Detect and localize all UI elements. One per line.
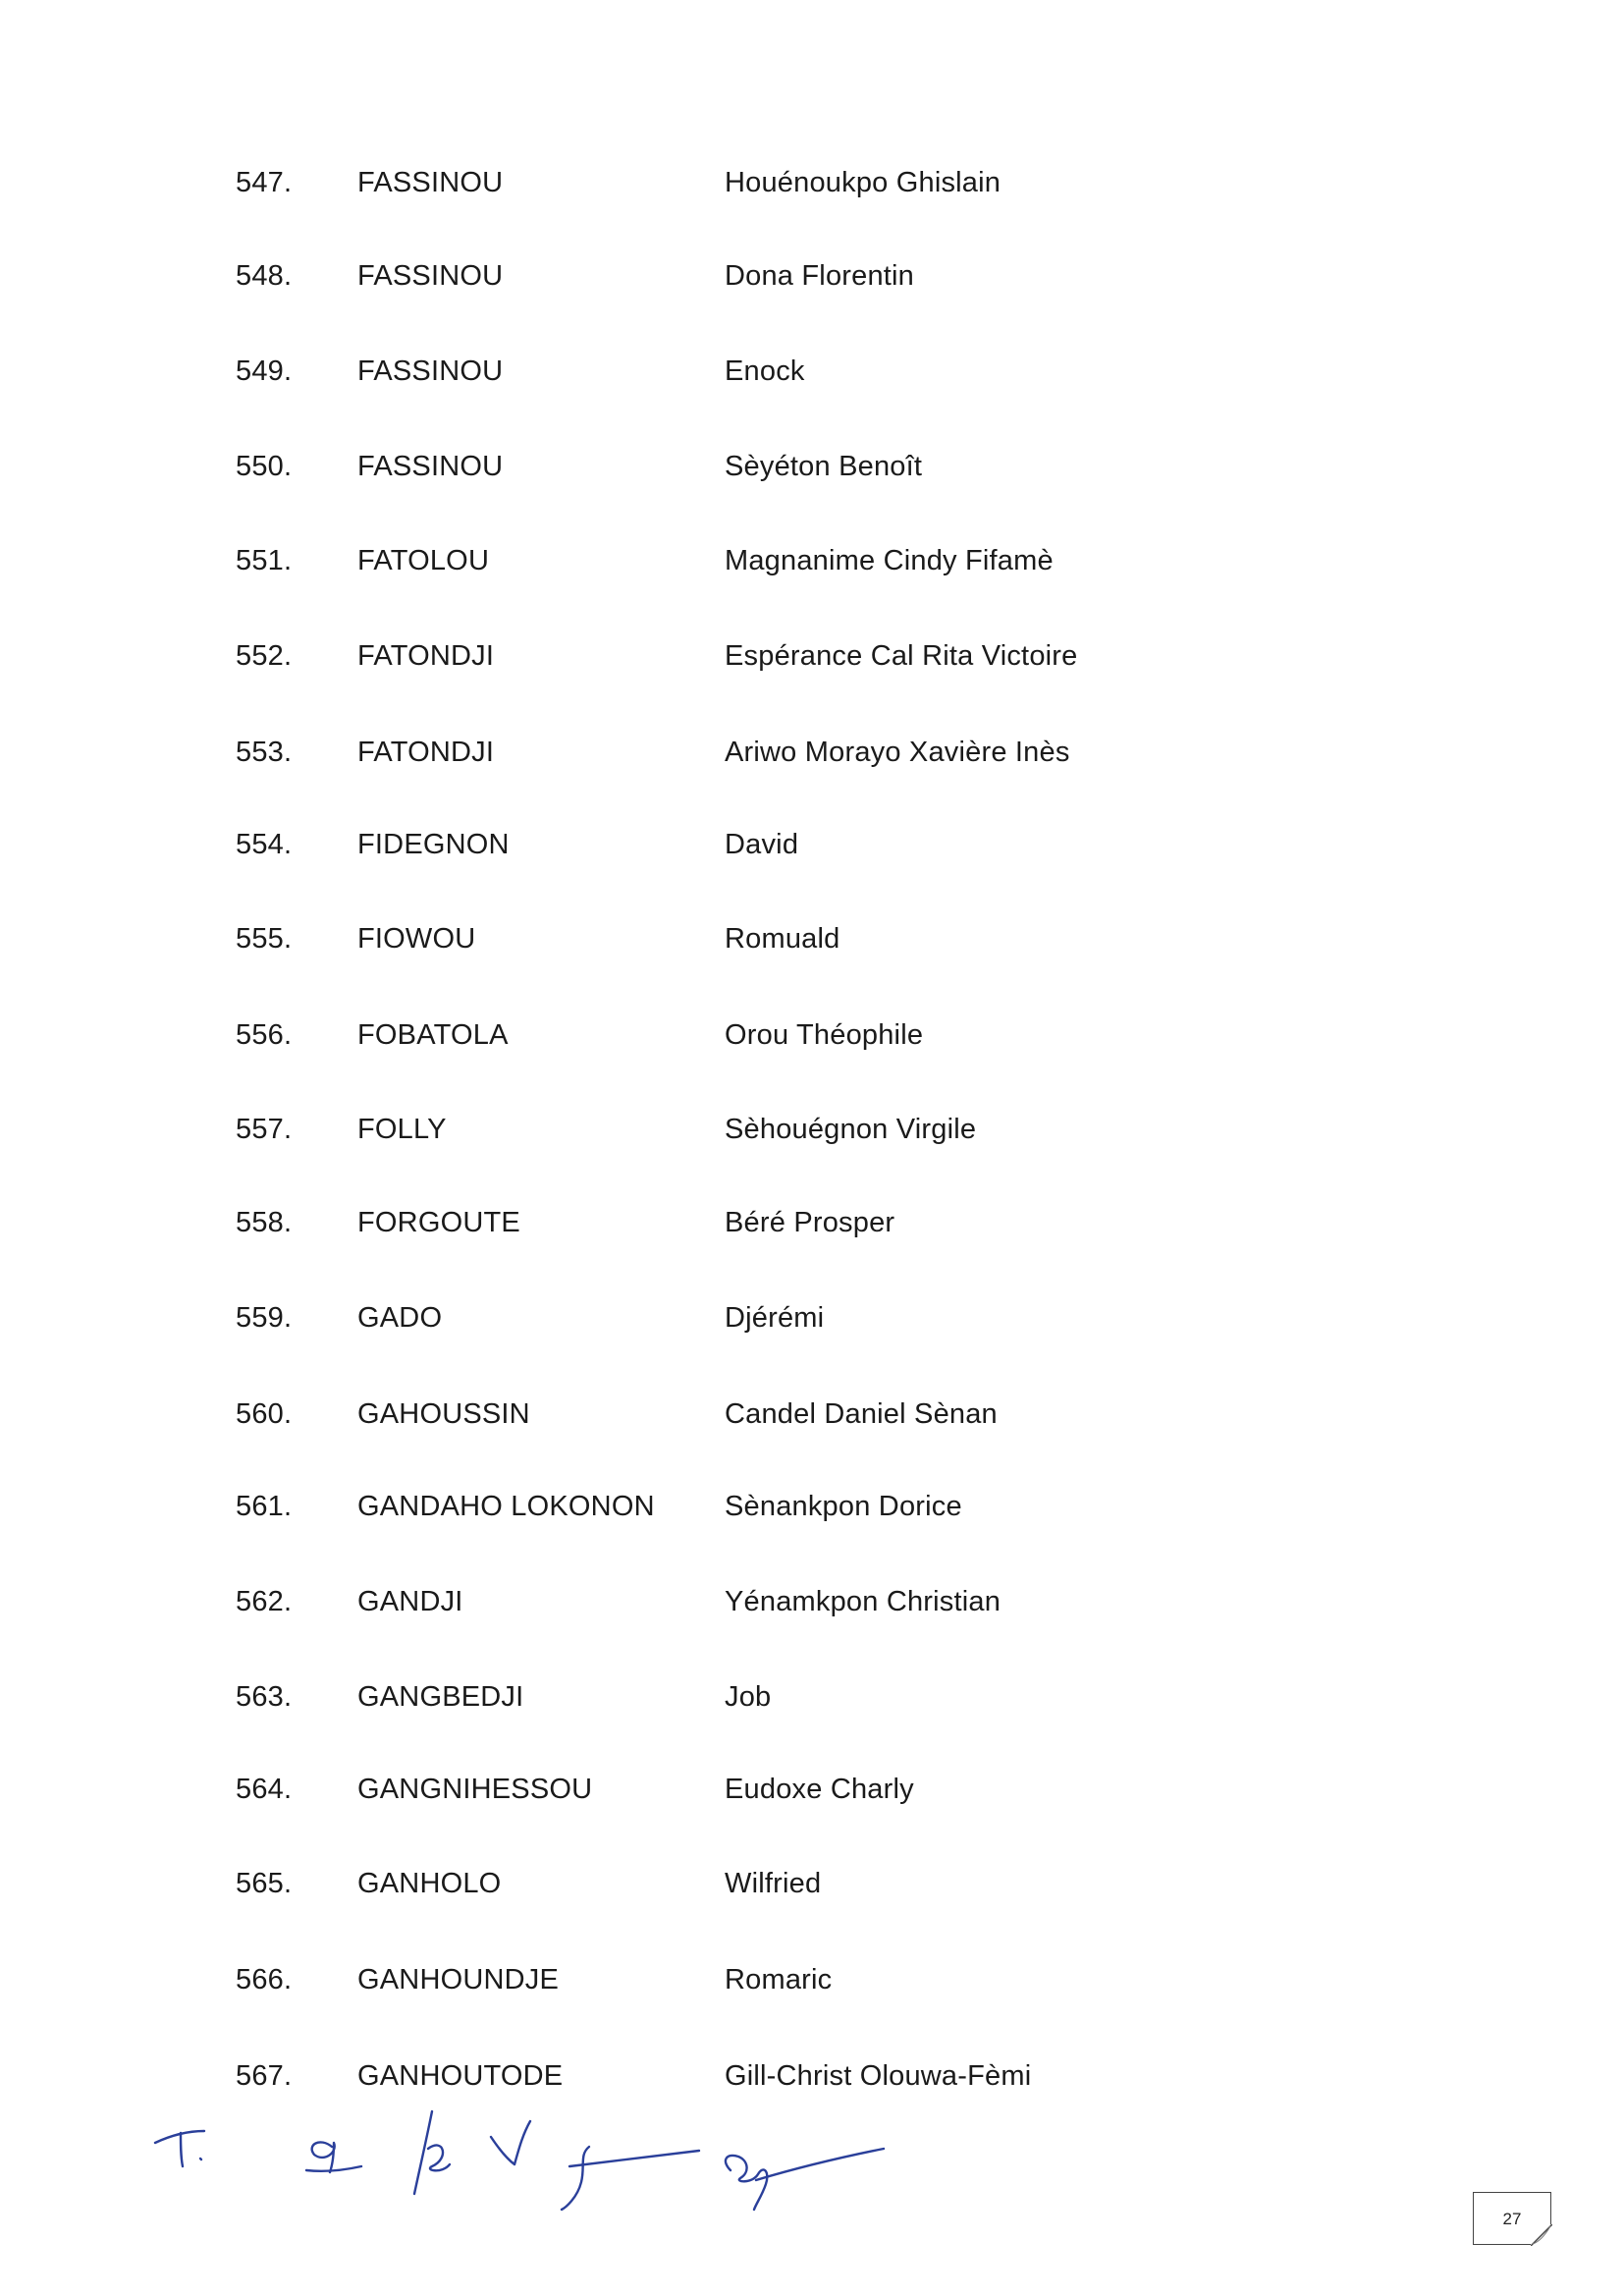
list-item xyxy=(0,1393,1624,1436)
entry-number: 560. xyxy=(236,1398,293,1430)
entry-surname: FOBATOLA xyxy=(357,1019,509,1051)
entry-surname: FIDEGNON xyxy=(357,829,510,860)
entry-surname: FASSINOU xyxy=(357,260,504,292)
entry-number: 558. xyxy=(236,1207,293,1238)
entry-number: 547. xyxy=(236,167,293,198)
entry-number: 562. xyxy=(236,1586,293,1617)
list-item xyxy=(0,2054,1624,2098)
entry-surname: GANDAHO LOKONON xyxy=(357,1491,655,1522)
entry-surname: FASSINOU xyxy=(357,167,504,198)
entry-number: 553. xyxy=(236,737,293,768)
entry-number: 548. xyxy=(236,260,293,292)
entry-given-names: Wilfried xyxy=(725,1868,822,1899)
entry-given-names: Romaric xyxy=(725,1964,833,1995)
entry-number: 564. xyxy=(236,1774,293,1805)
entry-surname: FOLLY xyxy=(357,1114,447,1145)
list-item xyxy=(0,634,1624,678)
initial-mark-6 xyxy=(726,2156,767,2210)
list-item xyxy=(0,1201,1624,1244)
list-item xyxy=(0,1296,1624,1339)
initial-mark-2 xyxy=(312,2142,335,2172)
entry-given-names: Orou Théophile xyxy=(725,1019,924,1051)
entry-given-names: Espérance Cal Rita Victoire xyxy=(725,640,1078,672)
entry-given-names: Enock xyxy=(725,355,805,387)
page-number-box xyxy=(1473,2192,1551,2245)
entry-number: 552. xyxy=(236,640,293,672)
entry-given-names: Sènankpon Dorice xyxy=(725,1491,962,1522)
initial-mark-2-line xyxy=(306,2166,361,2171)
entry-given-names: Houénoukpo Ghislain xyxy=(725,167,1001,198)
entry-given-names: Gill-Christ Olouwa-Fèmi xyxy=(725,2060,1032,2092)
entry-surname: GADO xyxy=(357,1302,443,1334)
entry-given-names: Sèhouégnon Virgile xyxy=(725,1114,977,1145)
entry-number: 566. xyxy=(236,1964,293,1995)
entry-surname: GANGBEDJI xyxy=(357,1681,524,1713)
initial-mark-3-loop xyxy=(428,2145,450,2170)
entry-given-names: Job xyxy=(725,1681,772,1713)
list-item xyxy=(0,1862,1624,1905)
entry-given-names: Sèyéton Benoît xyxy=(725,451,923,482)
entry-surname: FATOLOU xyxy=(357,545,490,576)
entry-surname: FATONDJI xyxy=(357,640,495,672)
entry-surname: FIOWOU xyxy=(357,923,476,955)
entry-surname: FASSINOU xyxy=(357,355,504,387)
entry-surname: FATONDJI xyxy=(357,737,495,768)
list-item xyxy=(0,1013,1624,1057)
entry-given-names: Dona Florentin xyxy=(725,260,915,292)
initial-mark-5-line xyxy=(569,2151,699,2166)
entry-given-names: Candel Daniel Sènan xyxy=(725,1398,998,1430)
entry-number: 555. xyxy=(236,923,293,955)
entry-number: 559. xyxy=(236,1302,293,1334)
entry-number: 565. xyxy=(236,1868,293,1899)
entry-surname: FORGOUTE xyxy=(357,1207,520,1238)
initial-mark-6-line xyxy=(756,2149,884,2180)
list-item xyxy=(0,1958,1624,2001)
entry-number: 556. xyxy=(236,1019,293,1051)
entry-number: 563. xyxy=(236,1681,293,1713)
list-item xyxy=(0,731,1624,774)
entry-given-names: Djérémi xyxy=(725,1302,825,1334)
list-item xyxy=(0,539,1624,582)
entry-number: 561. xyxy=(236,1491,293,1522)
initial-mark-3 xyxy=(414,2111,432,2194)
entry-given-names: Magnanime Cindy Fifamè xyxy=(725,545,1054,576)
page-number: 27 xyxy=(1502,2210,1522,2228)
entry-surname: GANHOUTODE xyxy=(357,2060,564,2092)
list-item xyxy=(0,1675,1624,1719)
entry-given-names: David xyxy=(725,829,799,860)
entry-number: 550. xyxy=(236,451,293,482)
entry-number: 549. xyxy=(236,355,293,387)
page-corner-fold-icon xyxy=(1531,2224,1552,2246)
list-item xyxy=(0,254,1624,298)
initial-mark-5 xyxy=(562,2147,589,2210)
entry-given-names: Eudoxe Charly xyxy=(725,1774,914,1805)
entry-surname: GANGNIHESSOU xyxy=(357,1774,593,1805)
list-item xyxy=(0,161,1624,204)
list-item xyxy=(0,917,1624,960)
entry-surname: FASSINOU xyxy=(357,451,504,482)
entry-number: 567. xyxy=(236,2060,293,2092)
entry-surname: GAHOUSSIN xyxy=(357,1398,530,1430)
entry-given-names: Ariwo Morayo Xavière Inès xyxy=(725,737,1070,768)
list-item xyxy=(0,823,1624,866)
entry-number: 554. xyxy=(236,829,293,860)
initial-mark-4 xyxy=(491,2121,530,2164)
entry-surname: GANDJI xyxy=(357,1586,463,1617)
list-item xyxy=(0,1580,1624,1623)
entry-surname: GANHOUNDJE xyxy=(357,1964,560,1995)
entry-surname: GANHOLO xyxy=(357,1868,502,1899)
list-item xyxy=(0,350,1624,393)
list-item xyxy=(0,1485,1624,1528)
entry-given-names: Yénamkpon Christian xyxy=(725,1586,1001,1617)
handwritten-initials xyxy=(137,2102,903,2239)
entry-number: 557. xyxy=(236,1114,293,1145)
list-item xyxy=(0,1768,1624,1811)
initial-mark-1-stem xyxy=(181,2133,183,2166)
entry-given-names: Béré Prosper xyxy=(725,1207,895,1238)
list-item xyxy=(0,445,1624,488)
entry-given-names: Romuald xyxy=(725,923,840,955)
list-item xyxy=(0,1108,1624,1151)
entry-number: 551. xyxy=(236,545,293,576)
